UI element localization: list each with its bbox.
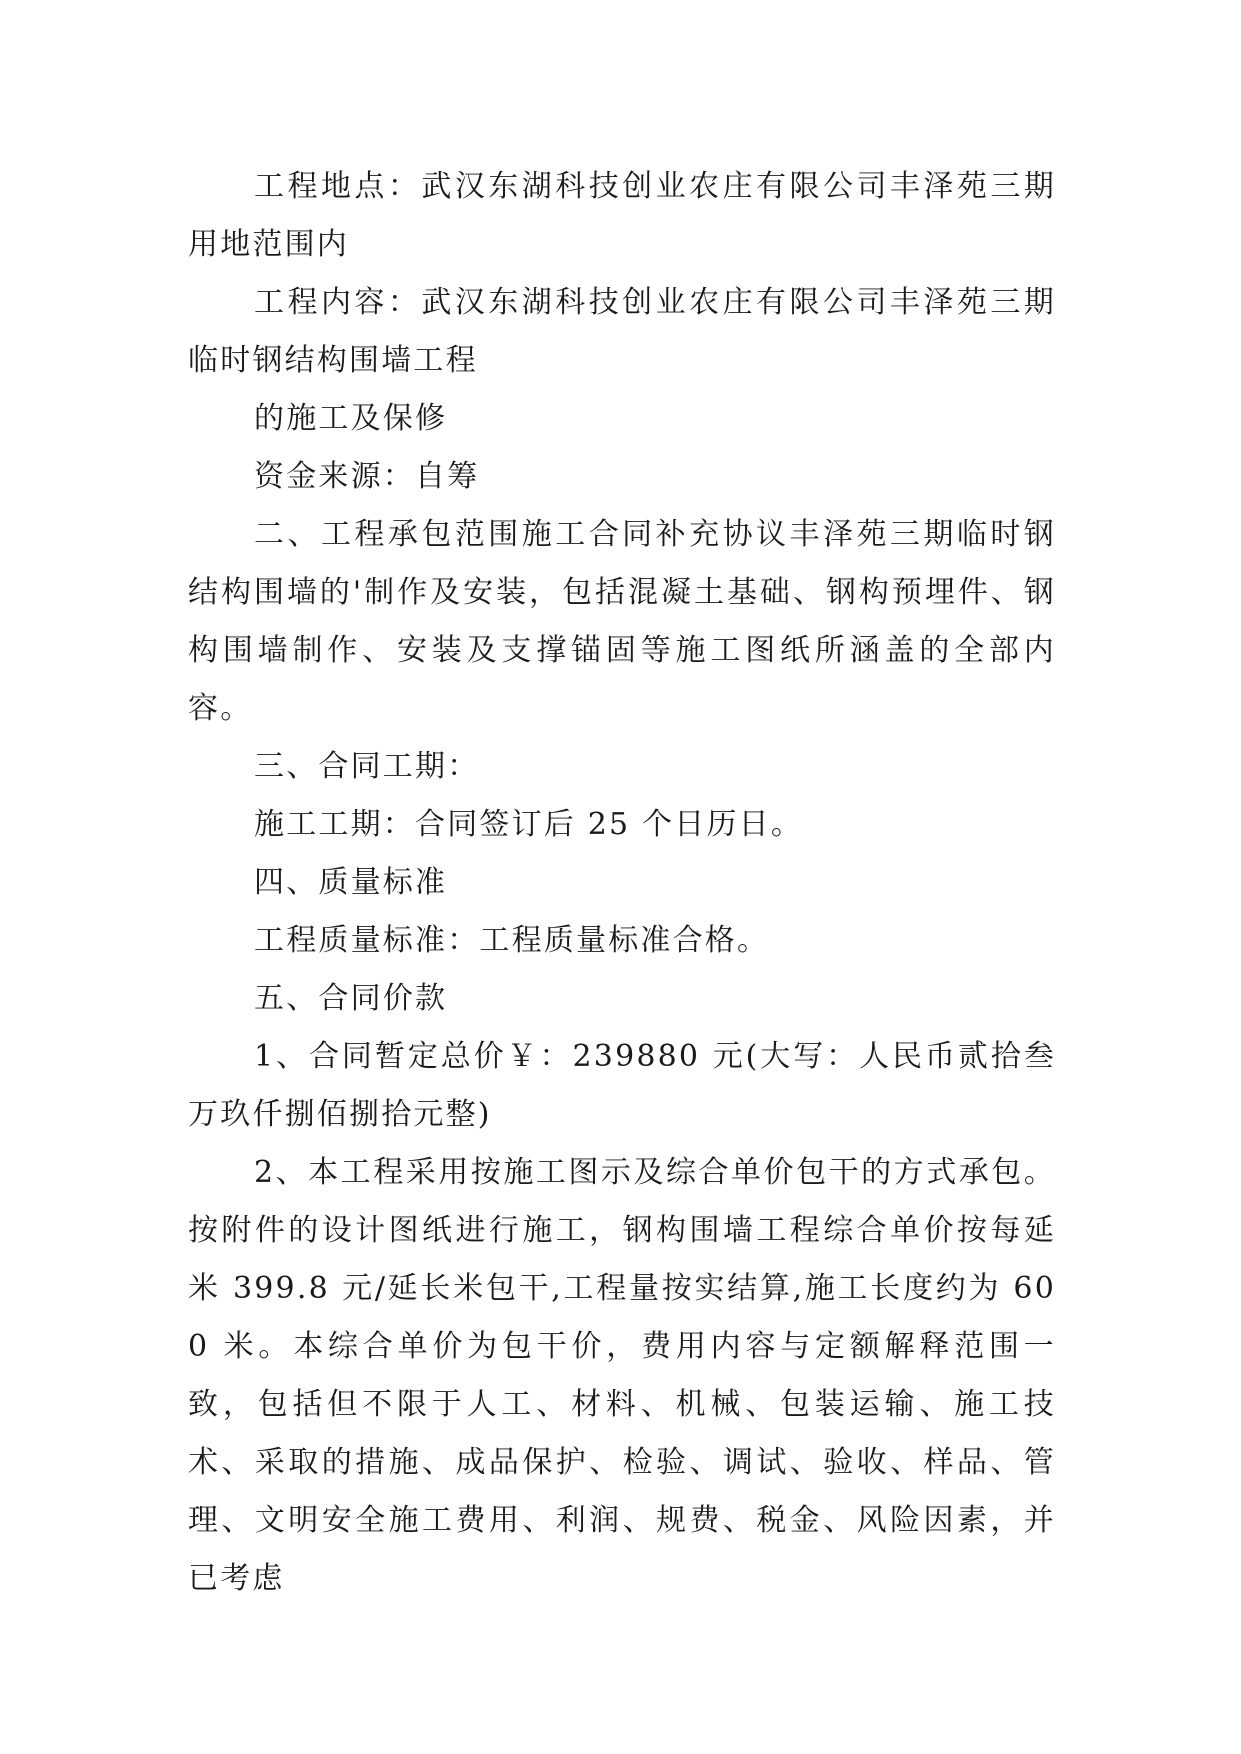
paragraph-project-location: 工程地点：武汉东湖科技创业农庄有限公司丰泽苑三期用地范围内 — [188, 169, 1056, 262]
heading-contract-price: 五、合同价款 — [254, 981, 448, 1016]
paragraph-unit-price: 2、本工程采用按施工图示及综合单价包干的方式承包。按附件的设计图纸进行施工，钢构围墙工程综合单价按每延米 399.8 元/延长米包干,工程量按实结算,施工长度约为 600 米。本综合单价为包干价，费用内容与定额解释范围一致，包括但不限于人工、材料、机械、包装运输、施工技术、采取的措施、成品保护、检验、调试、验收、样品、管理、文明安全施工费用、利润、规费、税金、风险因素，并已考虑 — [188, 1155, 1056, 1596]
paragraph-scope: 二、工程承包范围施工合同补充协议丰泽苑三期临时钢结构围墙的'制作及安装，包括混凝土基础、钢构预埋件、钢构围墙制作、安装及支撑锚固等施工图纸所涵盖的全部内容。 — [188, 517, 1056, 726]
paragraph-construction-period: 施工工期：合同签订后 25 个日历日。 — [254, 807, 804, 842]
document-body — [188, 158, 1056, 1608]
paragraph-construction-warranty: 的施工及保修 — [254, 401, 448, 436]
heading-quality-standard: 四、质量标准 — [254, 865, 448, 900]
paragraph-funding-source: 资金来源：自筹 — [254, 459, 480, 494]
paragraph-quality-standard: 工程质量标准：工程质量标准合格。 — [254, 923, 770, 958]
paragraph-project-content: 工程内容：武汉东湖科技创业农庄有限公司丰泽苑三期临时钢结构围墙工程 — [188, 285, 1056, 378]
paragraph-total-price: 1、合同暂定总价￥：239880 元(大写：人民币贰拾叁万玖仟捌佰捌拾元整) — [188, 1039, 1056, 1132]
heading-contract-period: 三、合同工期： — [254, 749, 480, 784]
